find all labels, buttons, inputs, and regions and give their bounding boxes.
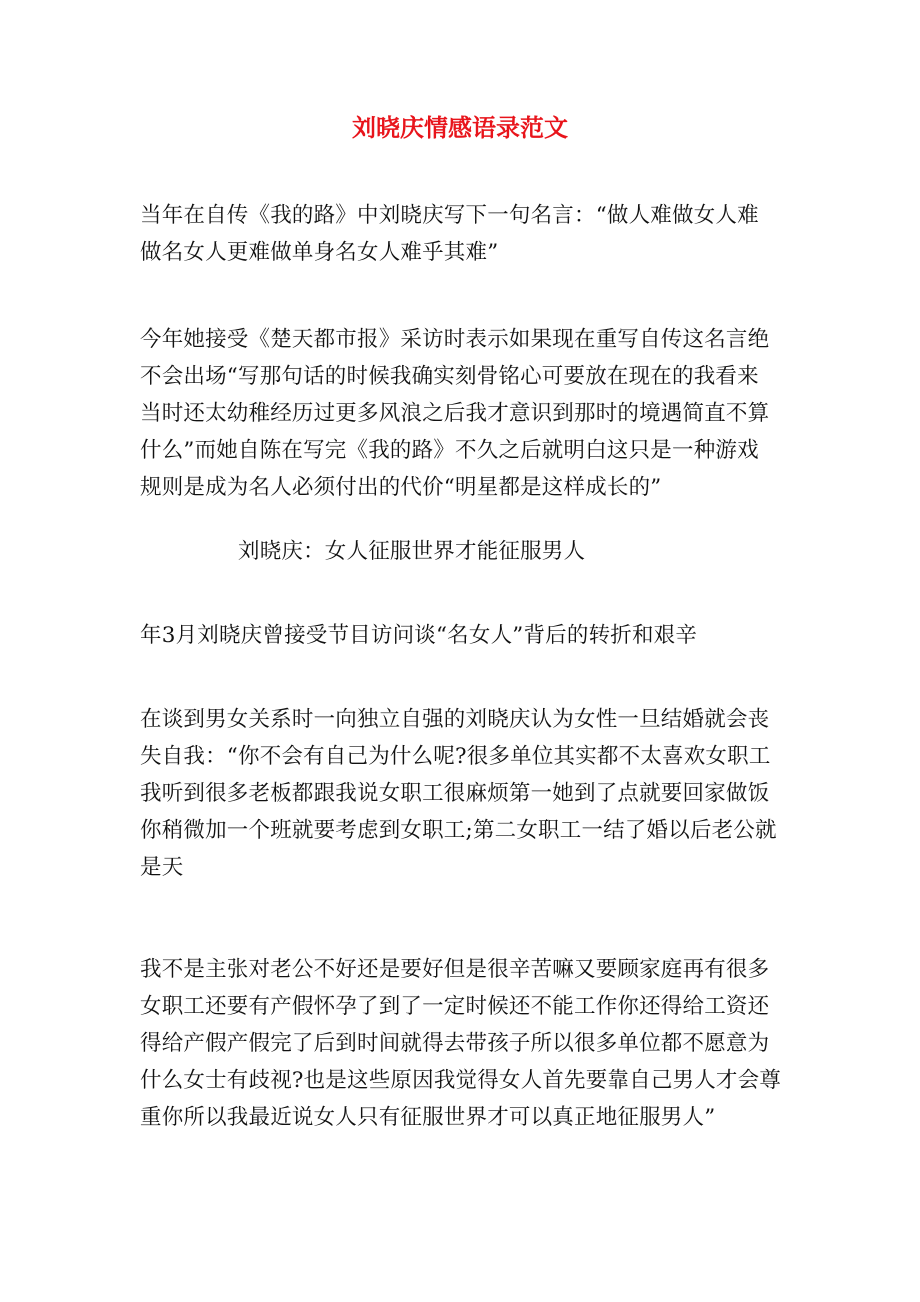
- text-line: 做名女人更难做单身名女人难乎其难”: [140, 240, 499, 265]
- text-line: 失自我：“你不会有自己为什么呢?很多单位其实都不太喜欢女职工: [140, 744, 771, 769]
- text-line: 你稍微加一个班就要考虑到女职工;第二女职工一结了婚以后老公就: [140, 818, 777, 843]
- text-line: 女职工还要有产假怀孕了到了一定时候还不能工作你还得给工资还: [140, 994, 770, 1019]
- text-line: 什么女士有歧视?也是这些原因我觉得女人首先要靠自己男人才会尊: [140, 1068, 782, 1093]
- text-line: 重你所以我最近说女人只有征服世界才可以真正地征服男人”: [140, 1105, 716, 1130]
- text-line: 是天: [140, 855, 184, 880]
- document-title: 刘晓庆情感语录范文: [352, 114, 568, 142]
- text-line: 什么”而她自陈在写完《我的路》不久之后就明白这只是一种游戏: [140, 438, 759, 463]
- text-line: 规则是成为名人必须付出的代价“明星都是这样成长的”: [140, 475, 662, 500]
- text-line: 年3月刘晓庆曾接受节目访问谈“名女人”背后的转折和艰辛: [140, 623, 698, 648]
- text-line: 得给产假产假完了后到时间就得去带孩子所以很多单位都不愿意为: [140, 1031, 770, 1056]
- text-line: 我听到很多老板都跟我说女职工很麻烦第一她到了点就要回家做饭: [140, 781, 770, 806]
- text-line: 在谈到男女关系时一向独立自强的刘晓庆认为女性一旦结婚就会丧: [140, 707, 770, 732]
- text-line: 不会出场“写那句话的时候我确实刻骨铭心可要放在现在的我看来: [140, 364, 759, 389]
- text-line: 刘晓庆：女人征服世界才能征服男人: [238, 539, 586, 564]
- text-line: 当时还太幼稚经历过更多风浪之后我才意识到那时的境遇简直不算: [140, 401, 770, 426]
- text-line: 当年在自传《我的路》中刘晓庆写下一句名言：“做人难做女人难: [140, 203, 759, 228]
- text-line: 我不是主张对老公不好还是要好但是很辛苦嘛又要顾家庭再有很多: [140, 957, 770, 982]
- text-line: 今年她接受《楚天都市报》采访时表示如果现在重写自传这名言绝: [140, 327, 770, 352]
